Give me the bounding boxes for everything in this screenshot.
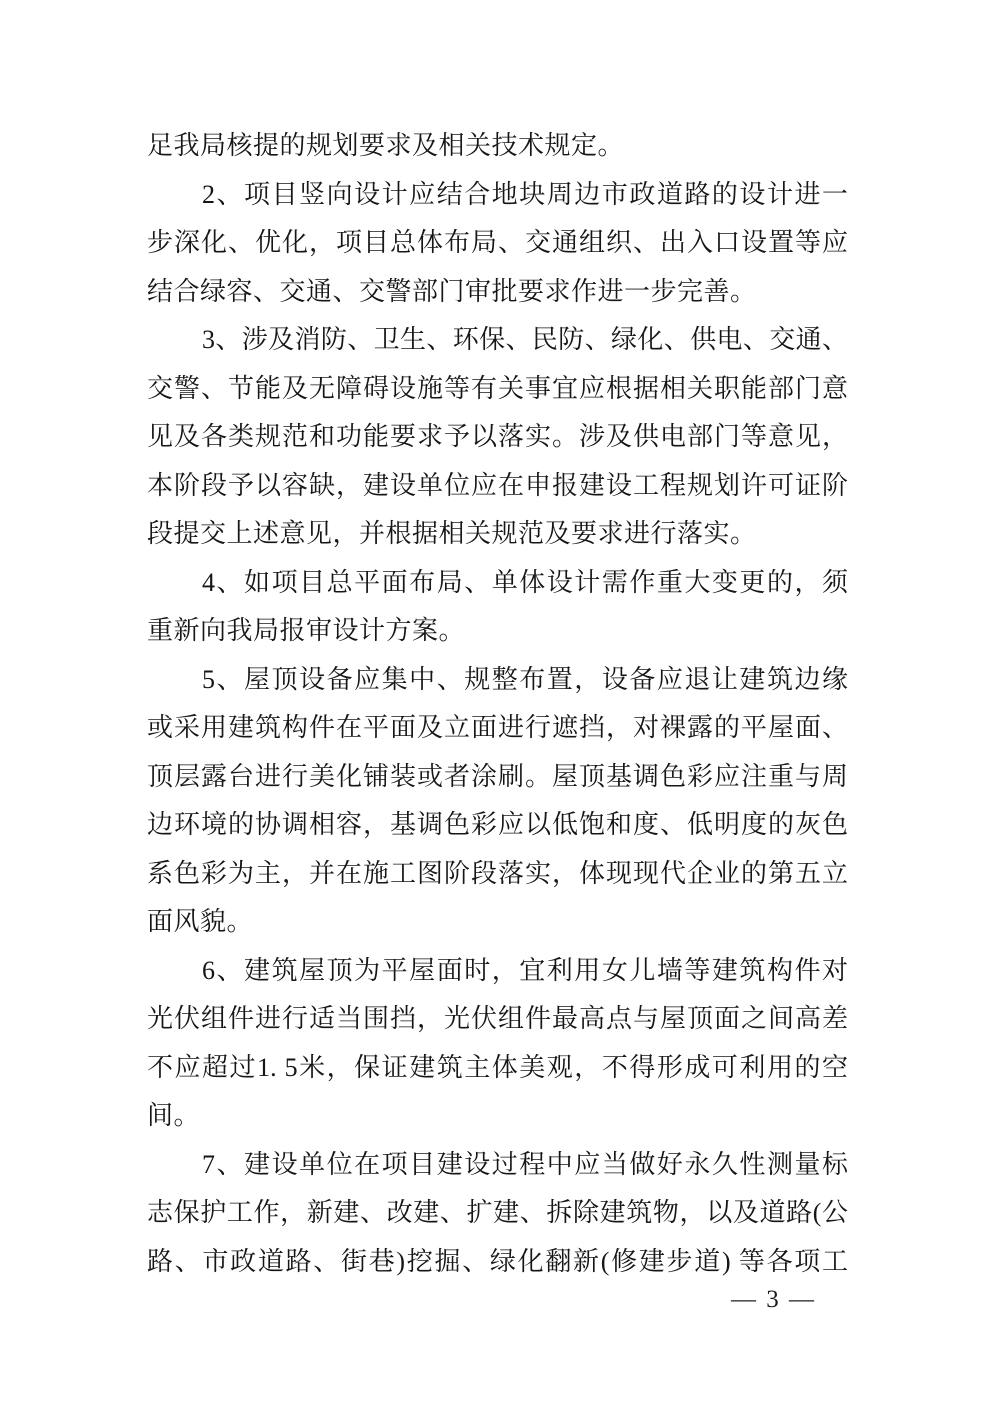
document-text-line: 5、屋顶设备应集中、规整布置，设备应退让建筑边缘 bbox=[202, 664, 848, 694]
document-text-line: 步深化、优化，项目总体布局、交通组织、出入口设置等应 bbox=[147, 228, 848, 257]
document-text-line: 见及各类规范和功能要求予以落实。涉及供电部门等意见， bbox=[147, 422, 848, 451]
page-footer bbox=[147, 1283, 848, 1317]
document-text-line: 重新向我局报审设计方案。 bbox=[147, 616, 466, 645]
page-number: — 3 — bbox=[731, 1286, 816, 1313]
document-text-line: 路、市政道路、街巷)挖掘、绿化翻新(修建步道) 等各项工 bbox=[147, 1246, 848, 1276]
document-text-line: 结合绿容、交通、交警部门审批要求作进一步完善。 bbox=[147, 276, 757, 306]
document-text-line: 3、涉及消防、卫生、环保、民防、绿化、供电、交通、 bbox=[202, 325, 848, 354]
document-text-block bbox=[147, 122, 848, 1286]
document-text-line: 间。 bbox=[147, 1101, 201, 1130]
document-text-line: 不应超过1. 5米，保证建筑主体美观，不得形成可利用的空 bbox=[147, 1052, 848, 1082]
document-text-line: 边环境的协调相容，基调色彩应以低饱和度、低明度的灰色 bbox=[147, 810, 848, 839]
document-text-line: 7、建设单位在项目建设过程中应当做好永久性测量标 bbox=[202, 1149, 848, 1179]
document-text-line: 光伏组件进行适当围挡，光伏组件最高点与屋顶面之间高差 bbox=[147, 1004, 848, 1033]
document-text-line: 2、项目竖向设计应结合地块周边市政道路的设计进一 bbox=[202, 179, 848, 209]
document-text-line: 交警、节能及无障碍设施等有关事宜应根据相关职能部门意 bbox=[147, 373, 848, 403]
document-text-line: 面风貌。 bbox=[147, 907, 254, 936]
document-text-line: 系色彩为主，并在施工图阶段落实，体现现代企业的第五立 bbox=[147, 858, 848, 888]
document-text-line: 本阶段予以容缺，建设单位应在申报建设工程规划许可证阶 bbox=[147, 470, 848, 500]
document-text-line: 顶层露台进行美化铺装或者涂刷。屋顶基调色彩应注重与周 bbox=[147, 761, 848, 791]
document-text-line: 足我局核提的规划要求及相关技术规定。 bbox=[147, 131, 625, 160]
document-text-line: 6、建筑屋顶为平屋面时，宜利用女儿墙等建筑构件对 bbox=[202, 955, 848, 985]
document-text-line: 段提交上述意见，并根据相关规范及要求进行落实。 bbox=[147, 519, 757, 548]
document-text-line: 或采用建筑构件在平面及立面进行遮挡，对裸露的平屋面、 bbox=[147, 713, 848, 742]
document-text-line: 4、如项目总平面布局、单体设计需作重大变更的，须 bbox=[202, 567, 848, 597]
document-text-line: 志保护工作，新建、改建、扩建、拆除建筑物，以及道路(公 bbox=[147, 1198, 848, 1227]
